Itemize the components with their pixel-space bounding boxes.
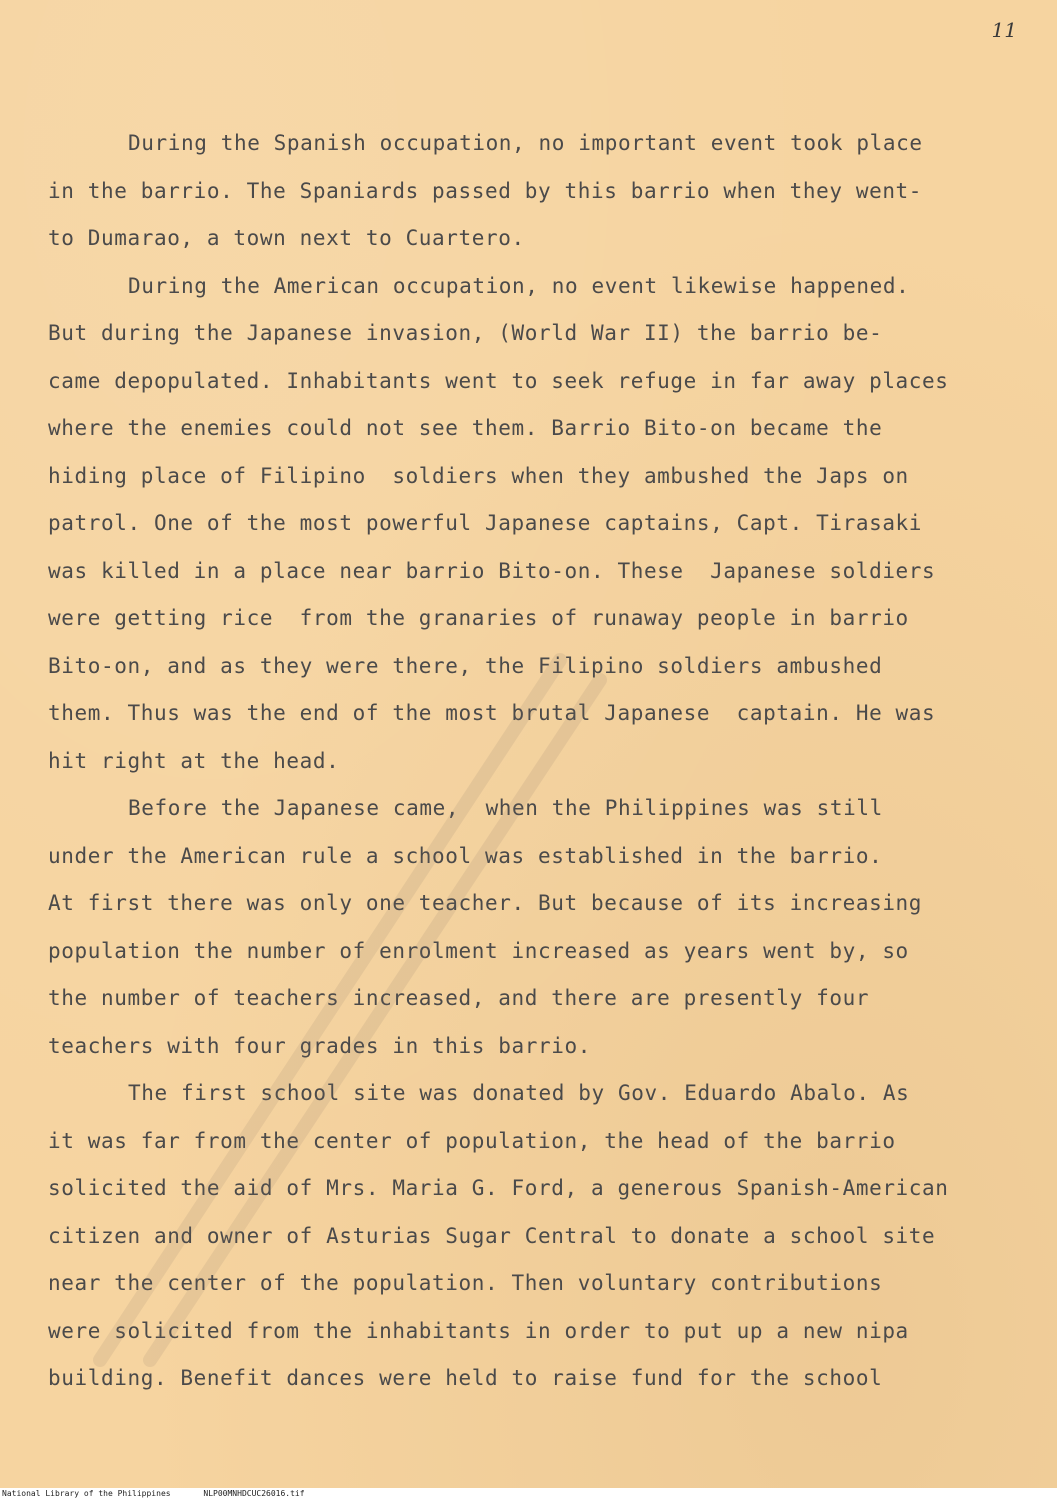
text-line: near the center of the population. Then voluntary contributions bbox=[48, 1271, 883, 1295]
footer-library: National Library of the Philippines bbox=[2, 1489, 171, 1498]
text-line: population the number of enrolment increased as years went by, so bbox=[48, 938, 909, 963]
text-line: teachers with four grades in this barrio. bbox=[48, 1033, 591, 1058]
text-line: in the barrio. The Spaniards passed by this barrio when they went- bbox=[48, 178, 923, 203]
text-line: was killed in a place near barrio Bito-on. These Japanese soldiers bbox=[48, 558, 936, 583]
text-line: solicited the aid of Mrs. Maria G. Ford, a generous Spanish-American bbox=[48, 1176, 949, 1200]
footer-filename: NLP00MNHDCUC26016.tif bbox=[203, 1489, 305, 1498]
text-line: Bito-on, and as they were there, the Filipino soldiers ambushed bbox=[48, 653, 883, 678]
page-number: 11 bbox=[991, 18, 1017, 42]
text-line: were getting rice from the granaries of runaway people in barrio bbox=[48, 606, 909, 630]
text-line: hit right at the head. bbox=[48, 748, 340, 773]
text-line: During the American occupation, no event likewise happened. bbox=[128, 273, 910, 298]
library-stamp-watermark bbox=[60, 620, 620, 1380]
text-line: But during the Japanese invasion, (World War II) the barrio be- bbox=[48, 321, 883, 345]
text-line: hiding place of Filipino soldiers when they ambushed the Japs on bbox=[48, 463, 909, 488]
scan-footer bbox=[0, 1488, 1057, 1500]
text-line: were solicited from the inhabitants in order to put up a new nipa bbox=[48, 1318, 909, 1343]
text-line: it was far from the center of population, the head of the barrio bbox=[48, 1128, 896, 1153]
text-line: During the Spanish occupation, no important event took place bbox=[128, 131, 923, 155]
text-line: At first there was only one teacher. But because of its increasing bbox=[48, 891, 923, 915]
text-line: under the American rule a school was established in the barrio. bbox=[48, 843, 883, 868]
text-line: citizen and owner of Asturias Sugar Central to donate a school site bbox=[48, 1223, 936, 1248]
text-line: where the enemies could not see them. Barrio Bito-on became the bbox=[48, 416, 883, 440]
text-line: them. Thus was the end of the most brutal Japanese captain. He was bbox=[48, 701, 936, 725]
text-line: patrol. One of the most powerful Japanese captains, Capt. Tirasaki bbox=[48, 511, 923, 535]
text-line: Before the Japanese came, when the Philippines was still bbox=[128, 796, 883, 820]
text-line: The first school site was donated by Gov. Eduardo Abalo. As bbox=[128, 1081, 910, 1105]
text-line: building. Benefit dances were held to raise fund for the school bbox=[48, 1366, 883, 1390]
text-line: the number of teachers increased, and there are presently four bbox=[48, 986, 870, 1010]
text-line: to Dumarao, a town next to Cuartero. bbox=[48, 226, 525, 250]
text-line: came depopulated. Inhabitants went to seek refuge in far away places bbox=[48, 368, 949, 393]
